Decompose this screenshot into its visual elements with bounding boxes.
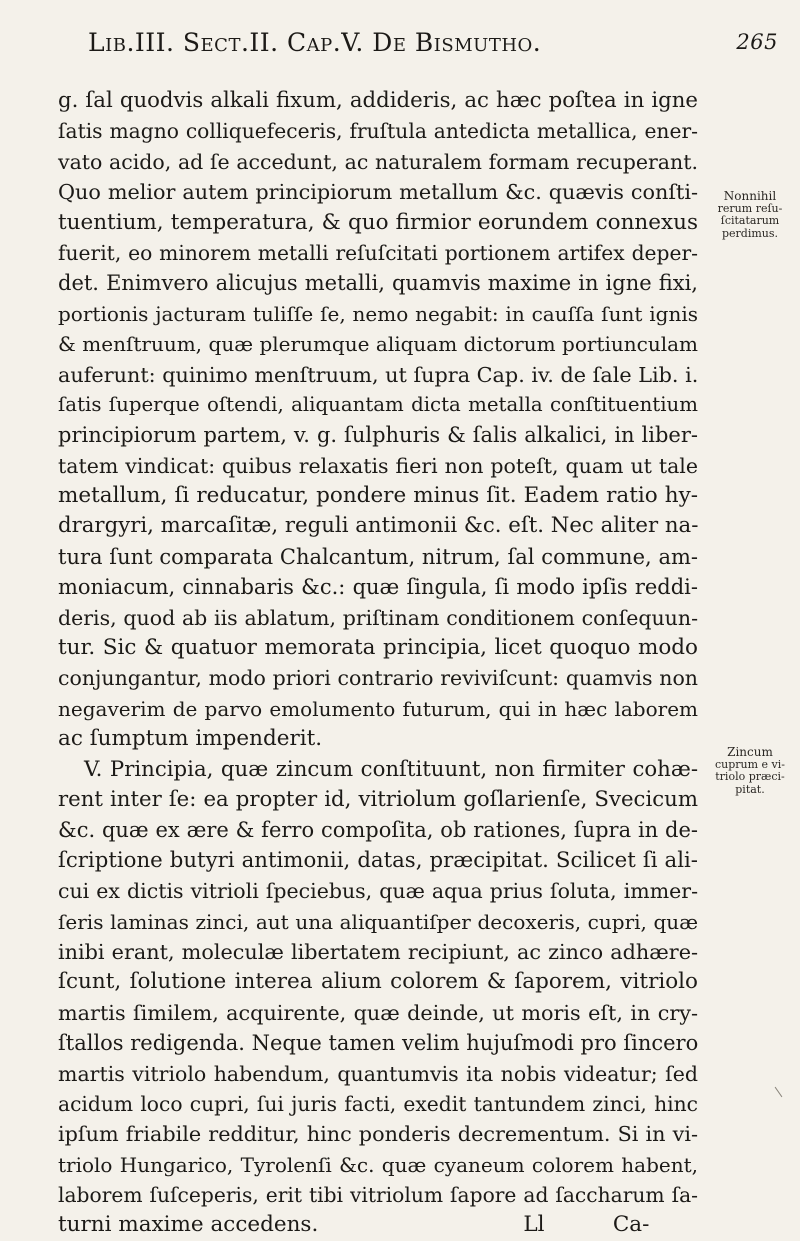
text-line: & menſtruum, quæ plerumque aliquam dictorum portiunculam <box>58 332 698 357</box>
text-line: portionis jacturam tuliſſe ſe, nemo negabit: in cauſſa ſunt ignis <box>58 301 698 326</box>
text-line: conjungantur, modo priori contrario reviviſcunt: quamvis non <box>58 666 698 691</box>
text-line: ipſum friabile redditur, hinc ponderis decrementum. Si in vi- <box>58 1122 698 1147</box>
text-line: laborem ſuſceperis, erit tibi vitriolum ſapore ad ſaccharum ſa- <box>58 1183 698 1208</box>
text-line: tur. Sic & quatuor memorata principia, licet quoquo modo <box>58 635 698 661</box>
text-line: tuentium, temperatura, & quo firmior eorundem connexus <box>58 209 698 235</box>
marginal-note-line: Zincum <box>727 745 773 759</box>
text-line: cui ex dictis vitrioli ſpeciebus, quæ aqua prius ſoluta, immer- <box>58 879 698 904</box>
text-line: tatem vindicat: quibus relaxatis fieri non poteſt, quam ut tale <box>58 453 698 478</box>
marginal-note-line: perdimus. <box>721 226 779 240</box>
text-line: martis ſimilem, acquirente, quæ deinde, ut moris eſt, in cry- <box>58 1000 698 1025</box>
text-line: g. ſal quodvis alkali fixum, addideris, ac hæc poſtea in igne <box>58 88 698 113</box>
marginal-note <box>705 746 795 796</box>
text-line: det. Enimvero alicujus metalli, quamvis maxime in igne fixi, <box>58 271 698 296</box>
text-line: moniacum, cinnabaris &c.: quæ ſingula, ſi modo ipſis reddi- <box>58 575 698 600</box>
text-line: ſtallos redigenda. Neque tamen velim hujuſmodi pro ſincero <box>58 1031 699 1056</box>
text-line: fuerit, eo minorem metalli reſuſcitati portionem artifex deper- <box>58 240 698 265</box>
text-line: rent inter ſe: ea propter id, vitriolum goſlarienſe, Svecicum <box>58 786 698 812</box>
text-line: auferunt: quinimo menſtruum, ut ſupra Cap. iv. de ſale Lib. i. <box>58 362 699 387</box>
text-line: V. Principia, quæ zincum conſtituunt, non firmiter cohæ- <box>84 756 698 782</box>
text-line: negaverim de parvo emolumento futurum, qui in hæc laborem <box>58 696 698 721</box>
text-line: drargyri, marcaſitæ, reguli antimonii &c. eſt. Nec aliter na- <box>58 513 699 539</box>
marginal-note-line: rerum reſu- <box>717 201 783 215</box>
running-head <box>58 28 778 68</box>
running-head-title: Lib.III. Sect.II. Cap.V. De Bismutho. <box>88 28 542 57</box>
text-line: deris, quod ab iis ablatum, priſtinam conditionem conſequun- <box>58 605 698 630</box>
text-line: ſeris laminas zinci, aut una aliquantiſper decoxeris, cupri, quæ <box>58 909 698 934</box>
text-line: turni maxime accedens. Ll Ca- <box>58 1212 650 1238</box>
text-line: principiorum partem, v. g. ſulphuris & ſalis alkalici, in liber- <box>58 423 698 448</box>
paper-mark <box>775 1087 783 1097</box>
text-line: ſatis magno colliquefeceris, fruſtula antedicta metallica, ener- <box>58 119 698 144</box>
body-text <box>58 86 698 1241</box>
marginal-note-line: ſcitatarum <box>720 214 780 227</box>
text-line: ſcunt, ſolutione interea alium colorem & ſaporem, vitriolo <box>58 969 698 995</box>
marginal-note-line: Nonnihil <box>723 189 777 203</box>
text-line: ſcriptione butyri antimonii, datas, præcipitat. Scilicet ſi ali- <box>58 847 698 873</box>
text-line: metallum, ſi reducatur, pondere minus ſit. Eadem ratio hy- <box>58 483 698 509</box>
text-line: inibi erant, moleculæ libertatem recipiunt, ac zinco adhære- <box>58 939 698 964</box>
text-line: ſatis ſuperque oſtendi, aliquantam dicta metalla conſtituentium <box>58 392 698 416</box>
marginal-note-line: triolo præci- <box>715 770 785 783</box>
text-line: tura ſunt comparata Chalcantum, nitrum, ſal commune, am- <box>58 544 698 569</box>
text-line: vato acido, ad ſe accedunt, ac naturalem formam recuperant. <box>58 149 698 174</box>
text-line: Quo melior autem principiorum metallum &c. quævis conſti- <box>58 180 698 205</box>
text-line: ac ſumptum impenderit. <box>58 726 323 752</box>
text-line: triolo Hungarico, Tyrolenſi &c. quæ cyaneum colorem habent, <box>58 1152 698 1177</box>
text-line: acidum loco cupri, ſui juris facti, exedit tantundem zinci, hinc <box>58 1091 698 1116</box>
marginal-note-line: pitat. <box>735 782 765 796</box>
marginal-note-line: cuprum e vi- <box>714 757 785 771</box>
text-line: &c. quæ ex ære & ferro compoſita, ob rationes, ſupra in de- <box>58 818 698 843</box>
text-line: martis vitriolo habendum, quantumvis ita nobis videatur; ſed <box>58 1061 698 1086</box>
marginal-note <box>705 190 795 240</box>
page-number: 265 <box>736 30 778 54</box>
